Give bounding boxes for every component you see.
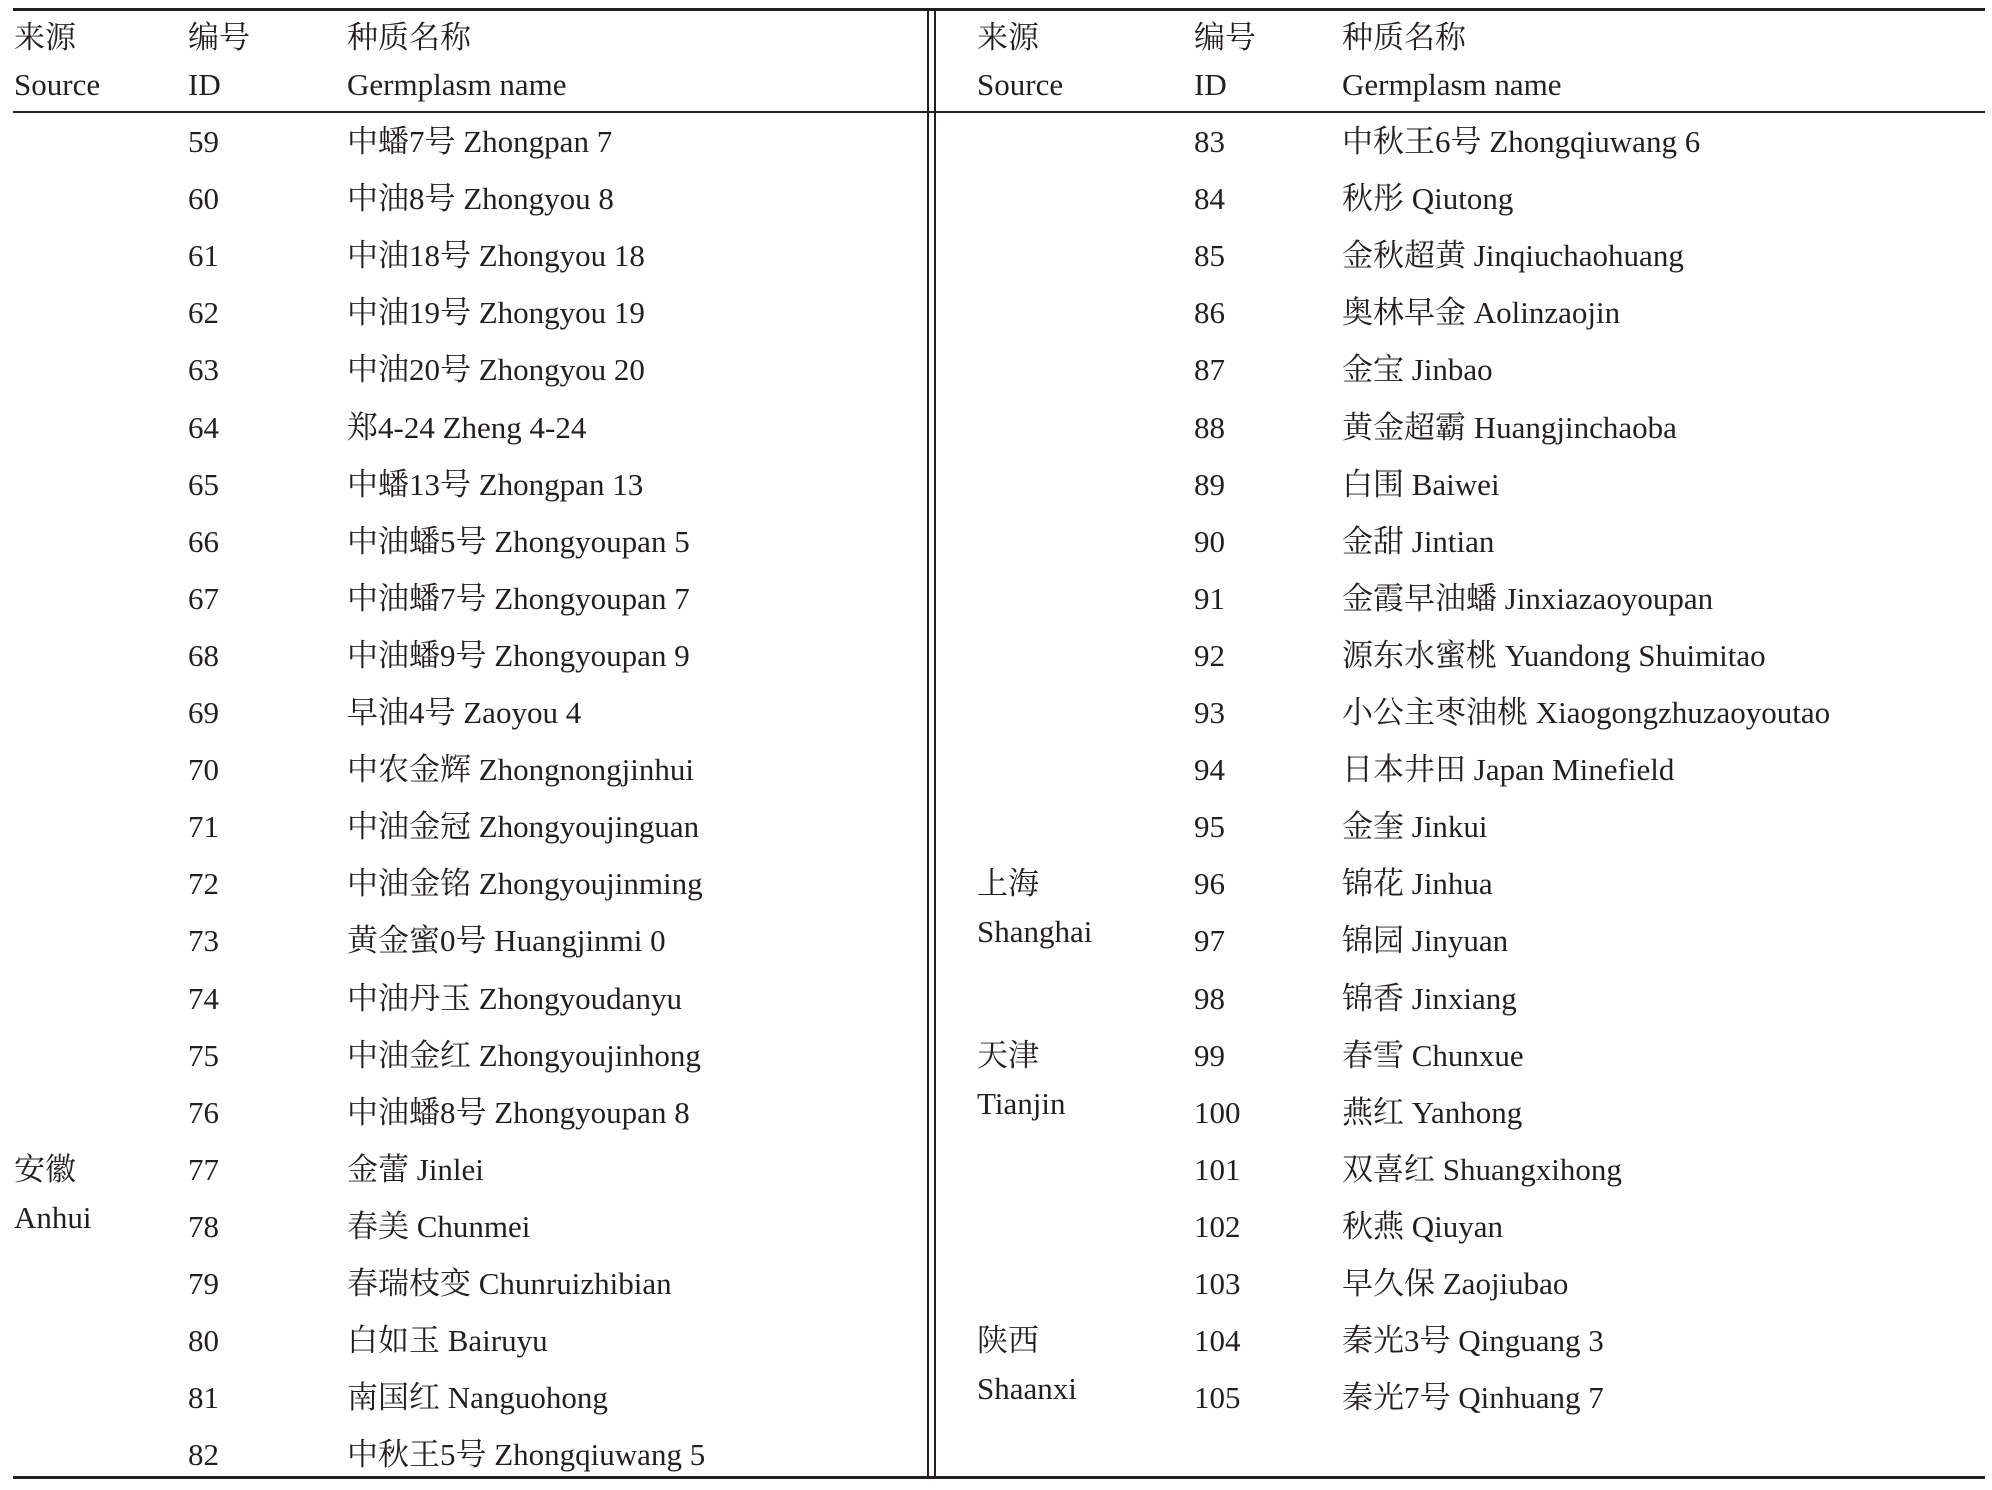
germplasm-id: 63 bbox=[188, 352, 219, 388]
right-header-source-en: Source bbox=[977, 67, 1064, 102]
germplasm-id: 104 bbox=[1194, 1323, 1241, 1359]
germplasm-name: 中油蟠7号 Zhongyoupan 7 bbox=[347, 580, 690, 616]
germplasm-id: 67 bbox=[188, 580, 219, 616]
germplasm-name: 早久保 Zaojiubao bbox=[1342, 1266, 1569, 1301]
header-rule bbox=[13, 111, 1985, 113]
germplasm-name: 金蕾 Jinlei bbox=[347, 1151, 484, 1187]
germplasm-name: 锦香 Jinxiang bbox=[1342, 980, 1517, 1016]
left-header-name-en: Germplasm name bbox=[347, 67, 567, 102]
column-divider-right bbox=[934, 8, 936, 1478]
germplasm-id: 94 bbox=[1194, 752, 1225, 788]
germplasm-id: 79 bbox=[188, 1266, 219, 1301]
right-header-id-en: ID bbox=[1194, 67, 1227, 102]
germplasm-id: 89 bbox=[1194, 466, 1225, 502]
source-label-cn: 陕西 bbox=[977, 1323, 1039, 1359]
source-label-cn: 安徽 bbox=[14, 1151, 76, 1187]
right-header-name-cn: 种质名称 bbox=[1342, 20, 1466, 55]
germplasm-id: 70 bbox=[188, 752, 219, 788]
germplasm-name: 秋彤 Qiutong bbox=[1342, 181, 1514, 217]
germplasm-id: 96 bbox=[1194, 866, 1225, 902]
germplasm-id: 64 bbox=[188, 409, 219, 445]
germplasm-name: 金秋超黄 Jinqiuchaohuang bbox=[1342, 238, 1684, 274]
germplasm-name: 中油19号 Zhongyou 19 bbox=[347, 295, 645, 331]
germplasm-name: 中油金铭 Zhongyoujinming bbox=[347, 866, 703, 902]
germplasm-id: 68 bbox=[188, 637, 219, 673]
germplasm-name: 中油8号 Zhongyou 8 bbox=[347, 181, 614, 217]
germplasm-name: 金霞早油蟠 Jinxiazaoyoupan bbox=[1342, 580, 1714, 616]
germplasm-id: 69 bbox=[188, 695, 219, 730]
germplasm-id: 81 bbox=[188, 1380, 219, 1416]
germplasm-id: 66 bbox=[188, 523, 219, 559]
germplasm-name: 小公主枣油桃 Xiaogongzhuzaoyoutao bbox=[1342, 695, 1831, 730]
germplasm-name: 秦光3号 Qinguang 3 bbox=[1342, 1323, 1604, 1359]
left-header-source-en: Source bbox=[14, 67, 101, 102]
germplasm-id: 62 bbox=[188, 295, 219, 331]
germplasm-name: 春雪 Chunxue bbox=[1342, 1037, 1524, 1073]
germplasm-id: 73 bbox=[188, 923, 219, 959]
germplasm-id: 88 bbox=[1194, 409, 1225, 445]
germplasm-id: 82 bbox=[188, 1437, 219, 1473]
right-header-id-cn: 编号 bbox=[1194, 20, 1256, 55]
germplasm-name: 燕红 Yanhong bbox=[1342, 1094, 1523, 1130]
germplasm-name: 春瑞枝变 Chunruizhibian bbox=[347, 1266, 672, 1301]
germplasm-id: 80 bbox=[188, 1323, 219, 1359]
germplasm-name: 早油4号 Zaoyou 4 bbox=[347, 695, 582, 730]
germplasm-name: 南国红 Nanguohong bbox=[347, 1380, 608, 1416]
germplasm-name: 源东水蜜桃 Yuandong Shuimitao bbox=[1342, 637, 1766, 673]
left-header-id-en: ID bbox=[188, 67, 221, 102]
germplasm-id: 105 bbox=[1194, 1380, 1241, 1416]
germplasm-id: 74 bbox=[188, 980, 219, 1016]
germplasm-id: 101 bbox=[1194, 1151, 1241, 1187]
germplasm-name: 金奎 Jinkui bbox=[1342, 809, 1488, 845]
germplasm-name: 白如玉 Bairuyu bbox=[347, 1323, 548, 1359]
germplasm-name: 中油蟠9号 Zhongyoupan 9 bbox=[347, 637, 690, 673]
germplasm-id: 99 bbox=[1194, 1037, 1225, 1073]
germplasm-id: 61 bbox=[188, 238, 219, 274]
germplasm-id: 76 bbox=[188, 1094, 219, 1130]
germplasm-name: 金宝 Jinbao bbox=[1342, 352, 1493, 388]
germplasm-name: 中秋王6号 Zhongqiuwang 6 bbox=[1342, 124, 1701, 159]
source-label-en: Shanghai bbox=[977, 914, 1093, 950]
germplasm-id: 83 bbox=[1194, 124, 1225, 159]
source-label-en: Anhui bbox=[14, 1199, 92, 1235]
left-header-source-cn: 来源 bbox=[14, 20, 76, 55]
source-label-en: Shaanxi bbox=[977, 1371, 1077, 1407]
germplasm-name: 中秋王5号 Zhongqiuwang 5 bbox=[347, 1437, 706, 1473]
column-divider-left bbox=[927, 8, 929, 1478]
germplasm-id: 78 bbox=[188, 1208, 219, 1244]
germplasm-id: 97 bbox=[1194, 923, 1225, 959]
source-label-en: Tianjin bbox=[977, 1085, 1066, 1121]
germplasm-name: 秋燕 Qiuyan bbox=[1342, 1208, 1504, 1244]
bottom-rule bbox=[13, 1476, 1985, 1479]
source-label-cn: 天津 bbox=[977, 1037, 1039, 1073]
germplasm-name: 日本井田 Japan Minefield bbox=[1342, 752, 1675, 788]
germplasm-name: 白围 Baiwei bbox=[1342, 466, 1500, 502]
germplasm-id: 91 bbox=[1194, 580, 1225, 616]
germplasm-name: 中农金辉 Zhongnongjinhui bbox=[347, 752, 695, 788]
germplasm-id: 75 bbox=[188, 1037, 219, 1073]
top-rule bbox=[13, 8, 1985, 11]
germplasm-name: 中油丹玉 Zhongyoudanyu bbox=[347, 980, 682, 1016]
germplasm-name: 中蟠13号 Zhongpan 13 bbox=[347, 466, 644, 502]
germplasm-name: 秦光7号 Qinhuang 7 bbox=[1342, 1380, 1604, 1416]
germplasm-id: 98 bbox=[1194, 980, 1225, 1016]
germplasm-id: 93 bbox=[1194, 695, 1225, 730]
germplasm-id: 86 bbox=[1194, 295, 1225, 331]
germplasm-name: 中油蟠5号 Zhongyoupan 5 bbox=[347, 523, 690, 559]
germplasm-name: 中油金冠 Zhongyoujinguan bbox=[347, 809, 700, 845]
germplasm-id: 100 bbox=[1194, 1094, 1241, 1130]
germplasm-id: 102 bbox=[1194, 1208, 1241, 1244]
germplasm-name: 黄金蜜0号 Huangjinmi 0 bbox=[347, 923, 666, 959]
germplasm-id: 77 bbox=[188, 1151, 219, 1187]
germplasm-id: 87 bbox=[1194, 352, 1225, 388]
germplasm-name: 郑4-24 Zheng 4-24 bbox=[347, 409, 587, 445]
germplasm-id: 65 bbox=[188, 466, 219, 502]
germplasm-id: 92 bbox=[1194, 637, 1225, 673]
germplasm-name: 中油20号 Zhongyou 20 bbox=[347, 352, 645, 388]
germplasm-name: 锦花 Jinhua bbox=[1342, 866, 1493, 902]
germplasm-name: 中油蟠8号 Zhongyoupan 8 bbox=[347, 1094, 690, 1130]
germplasm-id: 59 bbox=[188, 124, 219, 159]
right-header-source-cn: 来源 bbox=[977, 20, 1039, 55]
germplasm-name: 中油18号 Zhongyou 18 bbox=[347, 238, 645, 274]
germplasm-name: 锦园 Jinyuan bbox=[1342, 923, 1509, 959]
germplasm-id: 85 bbox=[1194, 238, 1225, 274]
germplasm-name: 双喜红 Shuangxihong bbox=[1342, 1151, 1622, 1187]
germplasm-name: 奥林早金 Aolinzaojin bbox=[1342, 295, 1621, 331]
germplasm-name: 金甜 Jintian bbox=[1342, 523, 1495, 559]
germplasm-name: 中油金红 Zhongyoujinhong bbox=[347, 1037, 701, 1073]
germplasm-id: 71 bbox=[188, 809, 219, 845]
right-header-name-en: Germplasm name bbox=[1342, 67, 1562, 102]
left-header-id-cn: 编号 bbox=[188, 20, 250, 55]
germplasm-id: 72 bbox=[188, 866, 219, 902]
germplasm-id: 95 bbox=[1194, 809, 1225, 845]
germplasm-name: 黄金超霸 Huangjinchaoba bbox=[1342, 409, 1677, 445]
germplasm-id: 90 bbox=[1194, 523, 1225, 559]
germplasm-id: 84 bbox=[1194, 181, 1225, 217]
germplasm-name: 中蟠7号 Zhongpan 7 bbox=[347, 124, 613, 159]
left-header-name-cn: 种质名称 bbox=[347, 20, 471, 55]
germplasm-name: 春美 Chunmei bbox=[347, 1208, 531, 1244]
germplasm-id: 103 bbox=[1194, 1266, 1241, 1301]
source-label-cn: 上海 bbox=[977, 866, 1039, 902]
germplasm-id: 60 bbox=[188, 181, 219, 217]
